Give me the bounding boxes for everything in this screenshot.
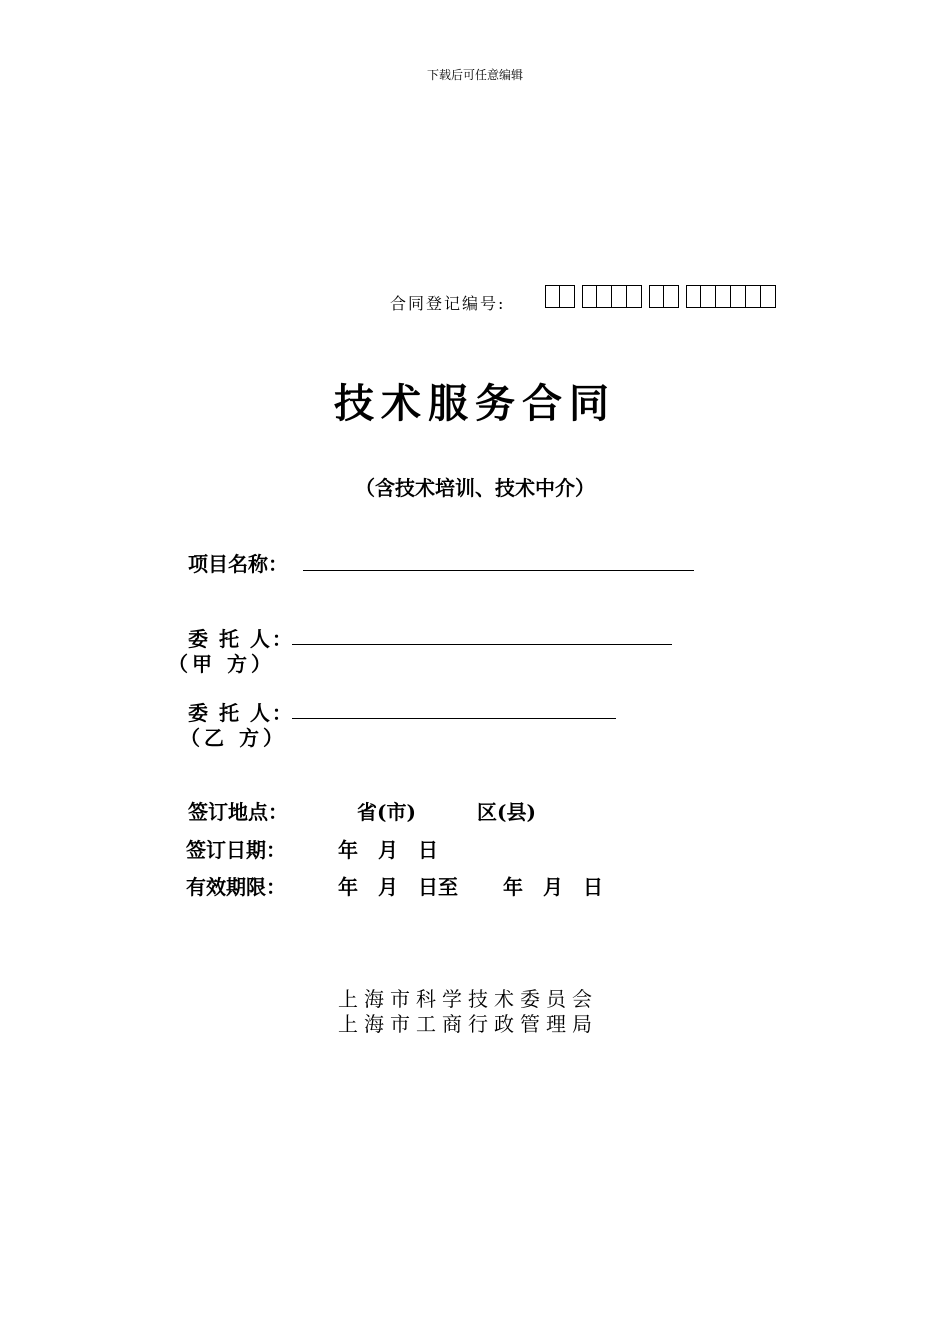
- client-b-line[interactable]: [292, 704, 616, 719]
- reg-box: [746, 285, 761, 308]
- sign-place-row: [0, 796, 950, 826]
- project-name-line[interactable]: [303, 556, 694, 571]
- reg-box-group-2: [582, 285, 642, 308]
- validity-to: 年 月 日: [503, 875, 603, 899]
- client-b-role: （乙 方）: [180, 726, 287, 750]
- document-title: 技术服务合同: [334, 380, 616, 427]
- client-a-role: （甲 方）: [168, 652, 275, 676]
- reg-box: [649, 285, 664, 308]
- download-note: 下载后可任意编辑: [426, 68, 523, 82]
- validity-label: 有效期限：: [186, 875, 286, 899]
- reg-box: [612, 285, 627, 308]
- reg-box: [627, 285, 642, 308]
- reg-box-group-4: [686, 285, 776, 308]
- reg-box: [731, 285, 746, 308]
- reg-box-group-1: [545, 285, 575, 308]
- reg-box: [597, 285, 612, 308]
- sign-date-value: 年 月 日: [338, 838, 438, 862]
- reg-box: [686, 285, 701, 308]
- reg-box: [545, 285, 560, 308]
- registration-number-boxes: [545, 285, 776, 308]
- project-name-label: 项目名称：: [188, 552, 288, 576]
- document-subtitle: （含技术培训、技术中介）: [355, 476, 595, 500]
- reg-box: [761, 285, 776, 308]
- reg-box: [664, 285, 679, 308]
- sign-place-province: 省(市): [357, 800, 416, 824]
- reg-box: [701, 285, 716, 308]
- sign-date-row: [0, 834, 950, 864]
- reg-box-group-3: [649, 285, 679, 308]
- sign-place-district: 区(县): [477, 800, 536, 824]
- validity-from: 年 月 日至: [338, 875, 458, 899]
- reg-box: [582, 285, 597, 308]
- sign-place-label: 签订地点：: [188, 800, 288, 824]
- registration-number-label: 合同登记编号:: [390, 294, 506, 313]
- client-b-label: 委 托 人：: [188, 701, 294, 725]
- reg-box: [716, 285, 731, 308]
- issuer-science-committee: 上海市科学技术委员会: [338, 987, 598, 1011]
- validity-row: [0, 871, 950, 901]
- sign-date-label: 签订日期：: [186, 838, 286, 862]
- client-a-line[interactable]: [292, 630, 672, 645]
- reg-box: [560, 285, 575, 308]
- client-a-label: 委 托 人：: [188, 627, 294, 651]
- issuer-commerce-bureau: 上海市工商行政管理局: [338, 1012, 598, 1036]
